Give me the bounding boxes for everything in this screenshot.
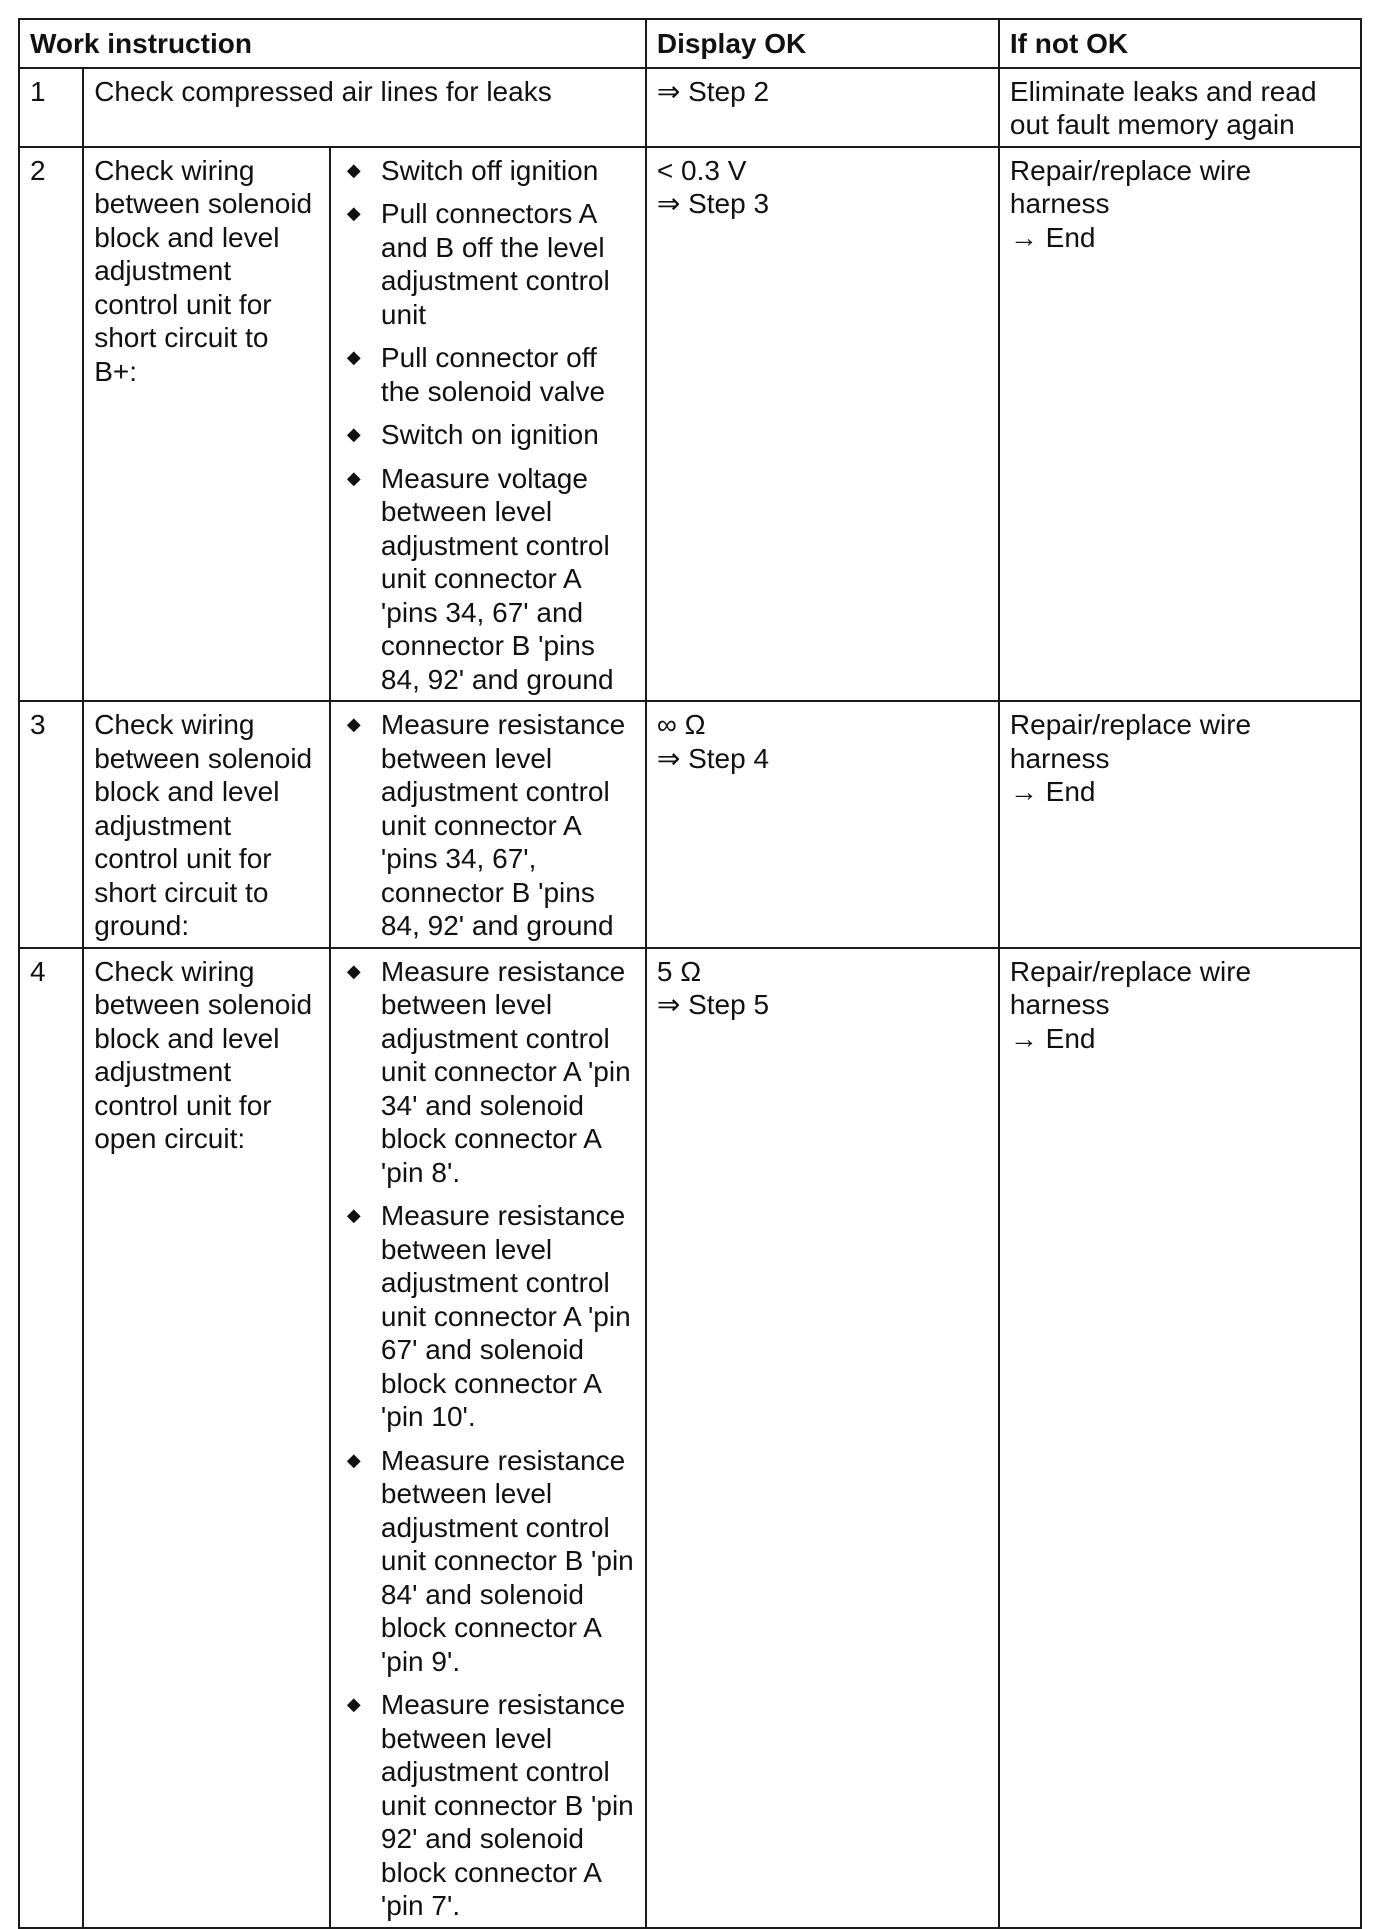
diamond-icon: ◆ (346, 424, 361, 444)
diamond-icon: ◆ (346, 203, 361, 223)
if-not-ok-line: Repair/replace wire harness (1009, 955, 1252, 1020)
step-number: 3 (19, 701, 83, 948)
diamond-icon: ◆ (346, 347, 361, 367)
list-item (341, 418, 635, 452)
step-if-not-ok (999, 68, 1361, 147)
list-item (341, 462, 635, 697)
work-instruction-table (18, 18, 1362, 1929)
sub-action-text: Pull connectors A and B off the level adjustment control unit (380, 198, 610, 330)
sub-action-text: Pull connector off the solenoid valve (380, 342, 606, 407)
display-ok-line: ⇒ Step 5 (656, 989, 770, 1020)
table-row (19, 701, 1361, 948)
step-sub-actions (330, 147, 646, 702)
table-row (19, 147, 1361, 702)
table-row (19, 68, 1361, 147)
header-display-ok: Display OK (646, 19, 999, 68)
list-item (341, 154, 635, 188)
sub-action-text: Switch on ignition (380, 419, 599, 450)
display-ok-line: ⇒ Step 4 (656, 742, 770, 774)
list-item (341, 955, 635, 1190)
step-if-not-ok (999, 701, 1361, 948)
step-instruction: Check wiring between solenoid block and level adjustment control unit for short circuit to ground: (83, 701, 330, 948)
display-ok-line: ⇒ Step 3 (656, 188, 770, 219)
display-ok-line: ∞ Ω (656, 709, 706, 740)
list-item (341, 1444, 635, 1679)
display-ok-line: ⇒ Step 2 (656, 75, 770, 107)
sub-action-text: Measure voltage between level adjustment control unit connector A 'pins 34, 67' and connector B 'pins 84, 92' and ground (380, 462, 614, 695)
table-row (19, 948, 1361, 1928)
list-item (341, 197, 635, 331)
sub-action-text: Switch off ignition (380, 154, 599, 186)
if-not-ok-line: → End (1009, 776, 1096, 807)
step-number: 4 (19, 948, 83, 1928)
if-not-ok-line: Eliminate leaks and read out fault memory again (1009, 75, 1317, 140)
step-number: 2 (19, 147, 83, 702)
diamond-icon: ◆ (346, 1694, 361, 1714)
if-not-ok-line: → End (1009, 221, 1096, 253)
step-if-not-ok (999, 147, 1361, 702)
sub-action-list (341, 154, 635, 697)
sub-action-list (341, 955, 635, 1923)
step-instruction: Check wiring between solenoid block and level adjustment control unit for short circuit to B+: (83, 147, 330, 702)
step-if-not-ok (999, 948, 1361, 1928)
step-display-ok (646, 948, 999, 1928)
list-item (341, 341, 635, 408)
sub-action-text: Measure resistance between level adjustment control unit connector B 'pin 84' and solenoid block connector A 'pin 9'. (380, 1444, 634, 1677)
diamond-icon: ◆ (346, 467, 361, 488)
diamond-icon: ◆ (346, 714, 361, 734)
diamond-icon: ◆ (346, 960, 361, 981)
sub-action-text: Measure resistance between level adjustment control unit connector A 'pin 67' and solenoid block connector A 'pin 10'. (380, 1200, 631, 1432)
step-sub-actions (330, 948, 646, 1928)
display-ok-line: < 0.3 V (656, 154, 747, 186)
sub-action-list (341, 708, 635, 943)
diamond-icon: ◆ (346, 1449, 361, 1470)
if-not-ok-line: → End (1009, 1022, 1096, 1054)
if-not-ok-line: Repair/replace wire harness (1009, 709, 1252, 774)
if-not-ok-line: Repair/replace wire harness (1009, 154, 1252, 219)
list-item (341, 1199, 635, 1434)
list-item (341, 1688, 635, 1923)
step-display-ok (646, 68, 999, 147)
sub-action-text: Measure resistance between level adjustment control unit connector A 'pins 34, 67', connector B 'pins 84, 92' and ground (380, 709, 626, 941)
step-sub-actions (330, 701, 646, 948)
step-instruction: Check wiring between solenoid block and level adjustment control unit for open circuit: (83, 948, 330, 1928)
diamond-icon: ◆ (346, 159, 361, 180)
step-display-ok (646, 147, 999, 702)
display-ok-line: 5 Ω (656, 955, 702, 987)
sub-action-text: Measure resistance between level adjustment control unit connector B 'pin 92' and solenoid block connector A 'pin 7'. (380, 1689, 634, 1921)
table-header-row (19, 19, 1361, 68)
diamond-icon: ◆ (346, 1205, 361, 1225)
list-item (341, 708, 635, 943)
header-work-instruction: Work instruction (19, 19, 646, 68)
sub-action-text: Measure resistance between level adjustment control unit connector A 'pin 34' and solenoid block connector A 'pin 8'. (380, 955, 631, 1188)
step-number: 1 (19, 68, 83, 147)
step-instruction: Check compressed air lines for leaks (83, 68, 646, 147)
step-display-ok (646, 701, 999, 948)
header-if-not-ok: If not OK (999, 19, 1361, 68)
